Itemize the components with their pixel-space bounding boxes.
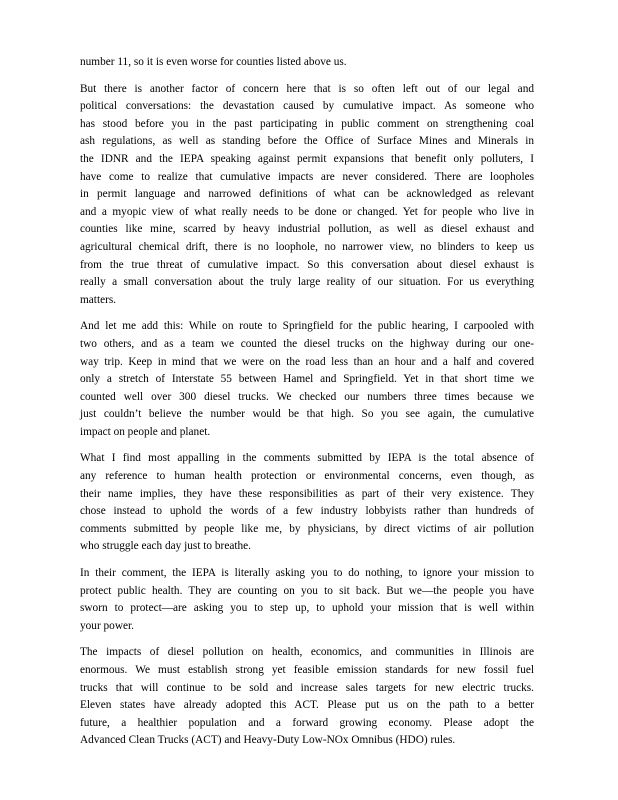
text-line: your power. — [80, 619, 134, 632]
text-line: comments submitted by people like me, by physicians, by direct victims of air pollution — [80, 522, 534, 535]
text-line: agricultural chemical drift, there is no loophole, no narrower view, no blinders to keep us — [80, 240, 534, 253]
text-line: have come to realize that cumulative impacts are never considered. There are loopholes — [80, 170, 534, 183]
text-line: just couldn’t believe the number would be that high. So you see again, the cumulative — [80, 408, 534, 421]
text-line: Eleven states have already adopted this ACT. Please put us on the path to a better — [80, 699, 534, 712]
text-line: really a small conversation about the truly large reality of our situation. For us everything — [80, 276, 534, 289]
text-line: future, a healthier population and a forward growing economy. Please adopt the — [80, 716, 534, 729]
text-line: In their comment, the IEPA is literally asking you to do nothing, to ignore your mission to — [80, 567, 534, 580]
text-line: way trip. Keep in mind that we were on the road less than an hour and a half and covered — [80, 355, 534, 368]
text-line: sworn to protect—are asking you to step up, to uphold your mission that is well within — [80, 602, 534, 615]
text-line: The impacts of diesel pollution on health, economics, and communities in Illinois are — [80, 646, 534, 659]
paragraph-iepa-request — [80, 565, 534, 635]
text-line: the IDNR and the IEPA speaking against permit expansions that benefit only polluters, I — [80, 152, 534, 165]
text-line: matters. — [80, 293, 117, 306]
text-line: counted well over 300 diesel trucks. We checked our numbers three times because we — [80, 390, 534, 403]
text-line: number 11, so it is even worse for counties listed above us. — [80, 56, 347, 68]
text-line: ash regulations, as well as standing before the Office of Surface Mines and Minerals in — [80, 135, 534, 148]
text-line: and a myopic view of what really needs to be done or changed. Yet for people who live in — [80, 205, 534, 218]
paragraph-cumulative-intro — [80, 54, 534, 72]
text-line: trucks that will continue to be sold and increase sales targets for new electric trucks. — [80, 681, 534, 694]
text-line: in permit language and narrowed definitions of what can be acknowledged as relevant — [80, 188, 534, 201]
text-line: any reference to human health protection or environmental concerns, even though, as — [80, 470, 534, 483]
paragraph-iepa-comments — [80, 450, 534, 556]
text-line: two others, and as a team we counted the diesel trucks on the highway during our one- — [80, 337, 534, 350]
text-line: who struggle each day just to breathe. — [80, 540, 251, 553]
paragraph-adopt-rules — [80, 644, 534, 750]
text-line: their name implies, they have these responsibilities as part of their very existence. They — [80, 487, 534, 500]
text-line: enormous. We must establish strong yet feasible emission standards for new fossil fuel — [80, 664, 534, 676]
text-line: And let me add this: While on route to Springfield for the public hearing, I carpooled with — [80, 320, 534, 333]
text-line: chose instead to uphold the words of a few industry lobbyists rather than hundreds of — [80, 505, 534, 518]
text-line: from the true threat of cumulative impact. So this conversation about diesel exhaust is — [80, 258, 534, 271]
paragraph-cumulative-impact — [80, 81, 534, 310]
text-line: political conversations: the devastation caused by cumulative impact. As someone who — [80, 100, 534, 113]
text-line: protect public health. They are counting on you to sit back. But we—the people you have — [80, 584, 534, 597]
text-line: has stood before you in the past participating in public comment on strengthening coal — [80, 117, 534, 130]
text-line: Advanced Clean Trucks (ACT) and Heavy-Duty Low-NOx Omnibus (HDO) rules. — [80, 734, 456, 747]
text-line: only a stretch of Interstate 55 between Hamel and Springfield. Yet in that short time we — [80, 373, 534, 386]
text-line: impact on people and planet. — [80, 425, 211, 438]
text-line: What I find most appalling in the comments submitted by IEPA is the total absence of — [80, 452, 534, 465]
paragraph-truck-count — [80, 318, 534, 441]
text-line: But there is another factor of concern here that is so often left out of our legal and — [80, 82, 534, 95]
text-line: counties like mine, scarred by heavy industrial pollution, as well as diesel exhaust and — [80, 223, 534, 236]
